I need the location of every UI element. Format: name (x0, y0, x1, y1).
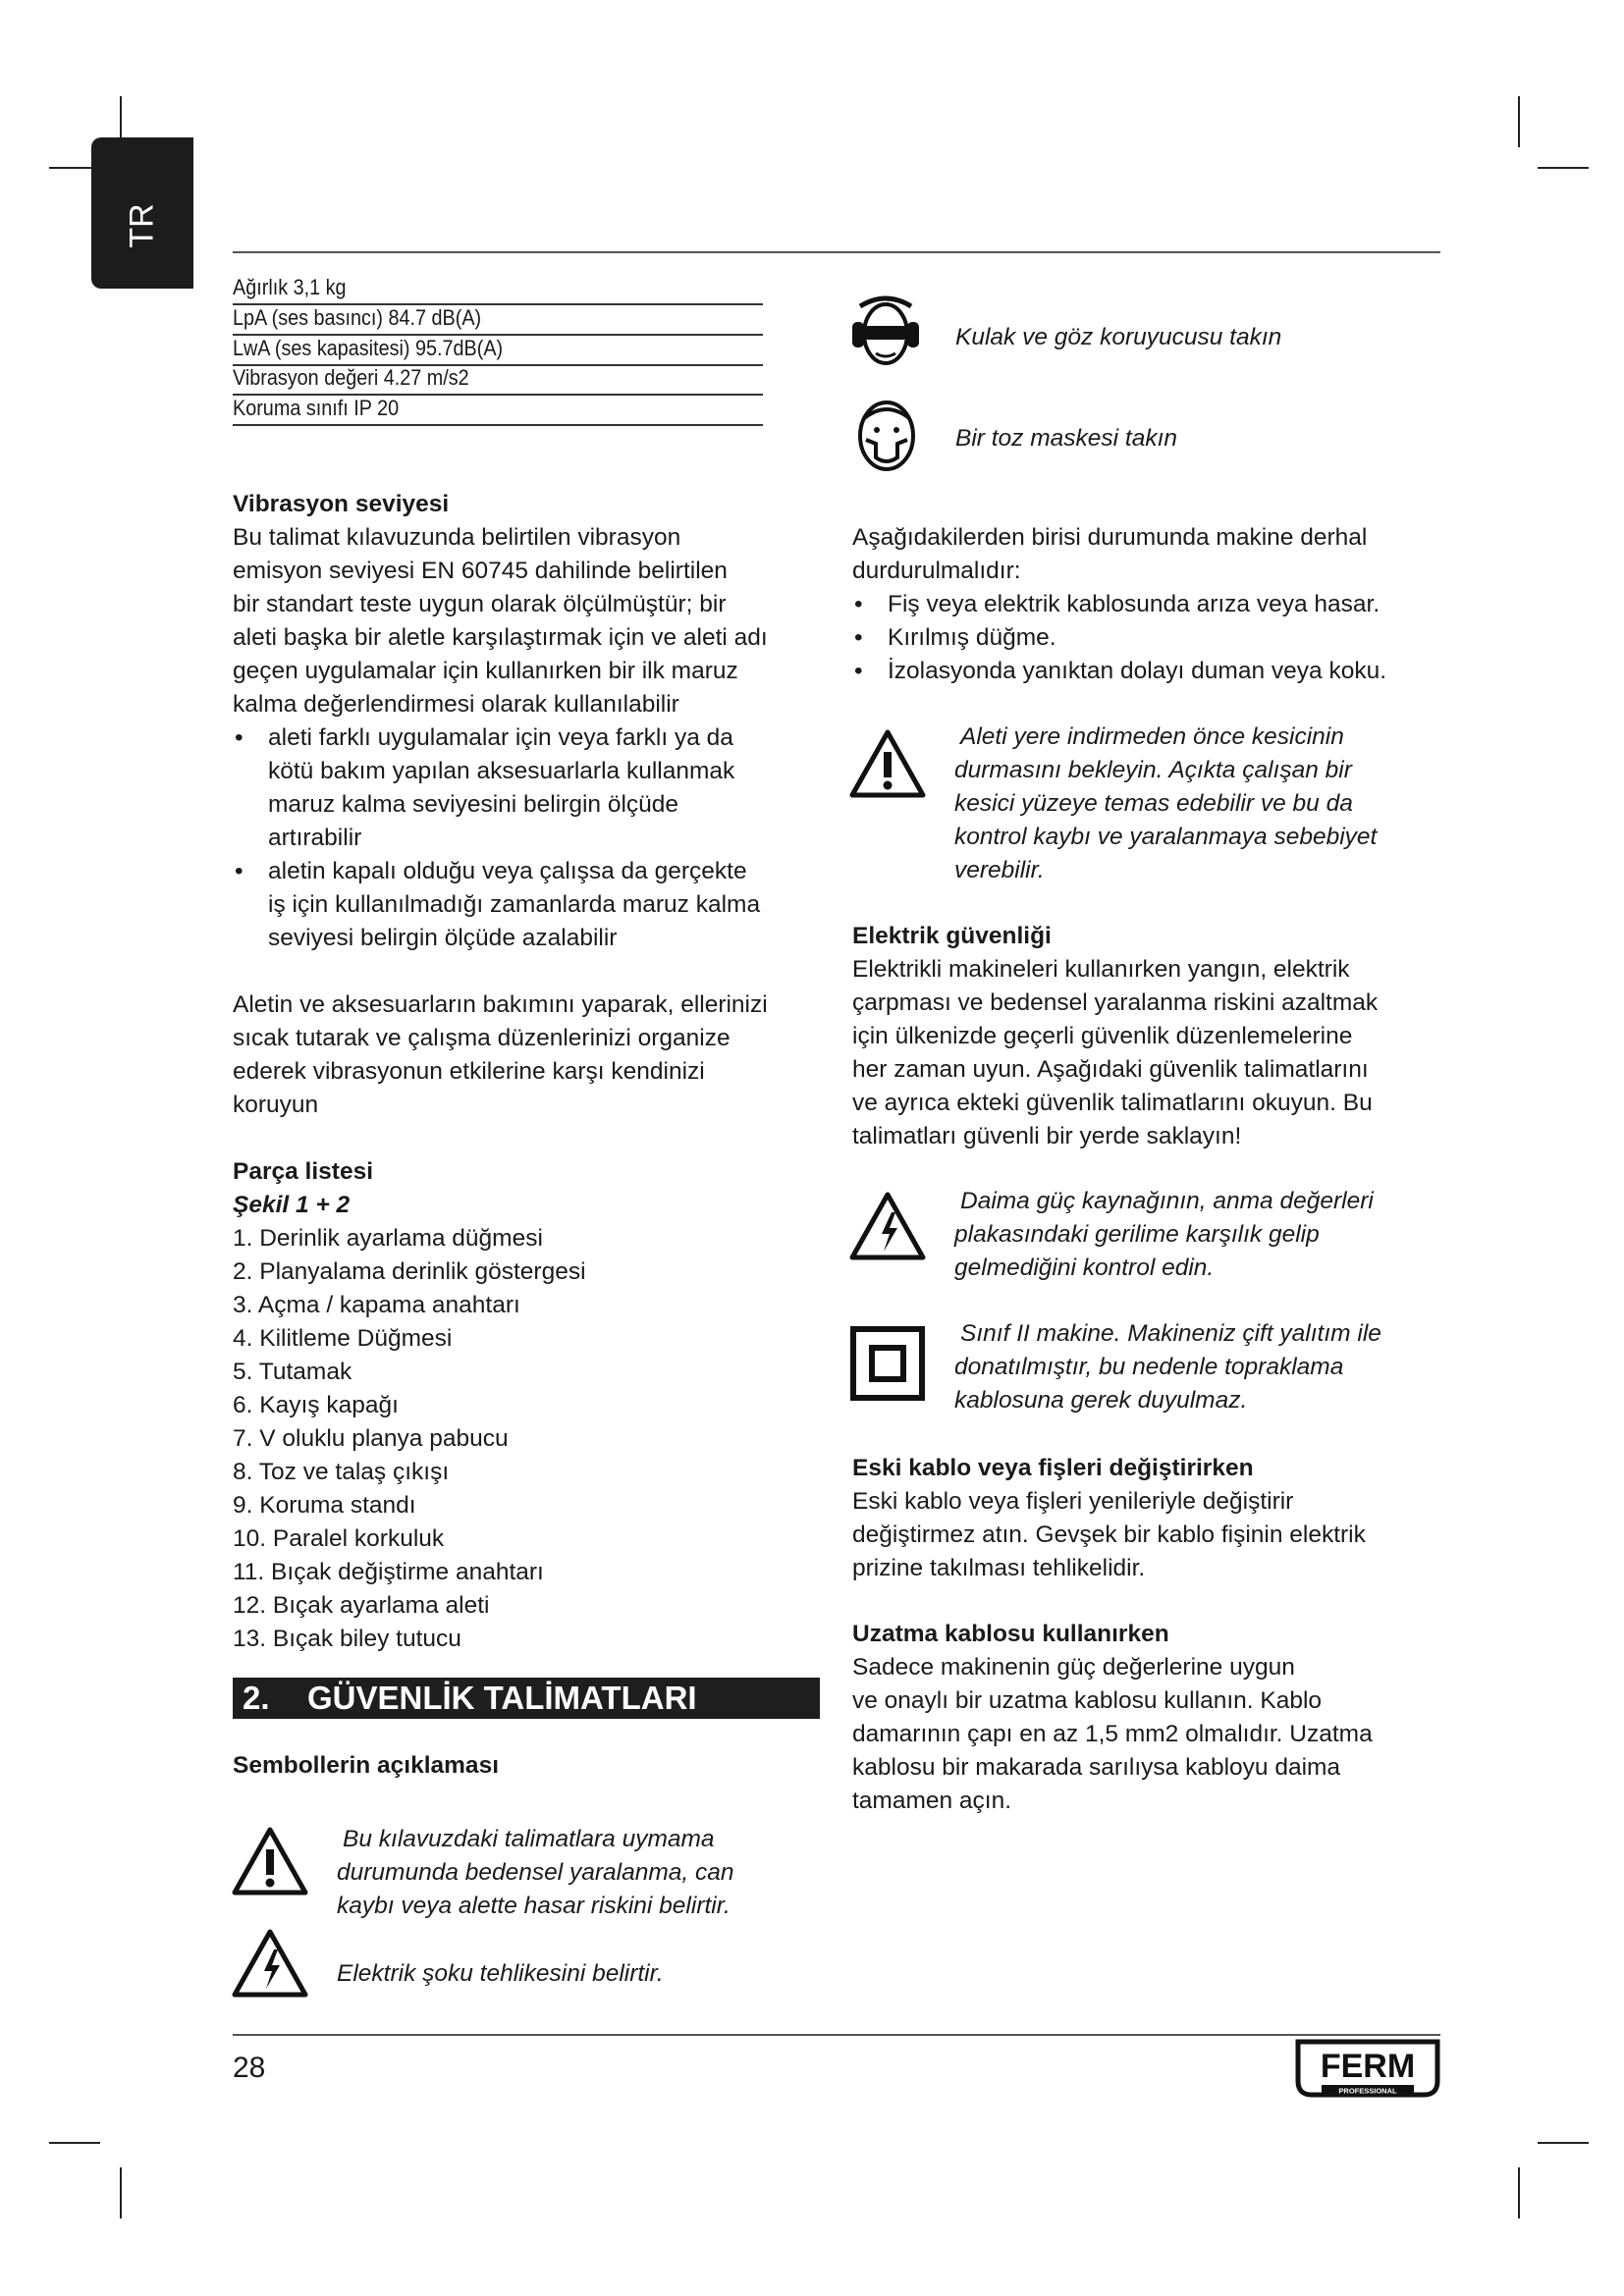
protect-line: ederek vibrasyonun etkilerine karşı kendinizi (233, 1058, 705, 1085)
voltage-warning-icon (848, 1191, 927, 1261)
list-item: 10. Paralel korkuluk (233, 1525, 445, 1552)
extension-heading: Uzatma kablosu kullanırken (852, 1621, 1169, 1647)
list-item: 8. Toz ve talaş çıkışı (233, 1459, 450, 1485)
cables-line: prizine takılması tehlikelidir. (852, 1555, 1146, 1581)
parts-heading: Parça listesi (233, 1158, 374, 1185)
spec-vibration: Vibrasyon değeri 4.27 m/s2 (233, 365, 763, 396)
left-column (233, 488, 822, 1656)
symbols-heading: Sembollerin açıklaması (233, 1752, 499, 1779)
protect-line: koruyun (233, 1092, 319, 1118)
logo-wordmark: FERM (1320, 2048, 1416, 2085)
extension-line: kablosu bir makarada sarılıysa kabloyu daima (852, 1754, 1341, 1781)
extension-line: damarının çapı en az 1,5 mm2 olmalıdır. Uzatma (852, 1721, 1373, 1747)
list-item: 7. V oluklu planya pabucu (233, 1425, 509, 1452)
vibration-line: geçen uygulamalar için kullanırken bir ilk maruz (233, 658, 738, 684)
electric-line: için ülkenizde geçerli güvenlik düzenlemelerine (852, 1023, 1353, 1049)
spec-weight: Ağırlık 3,1 kg (233, 275, 763, 305)
electric-shock-text: Elektrik şoku tehlikesini belirtir. (337, 1960, 664, 1987)
parts-figure-ref: Şekil 1 + 2 (233, 1192, 351, 1218)
list-item: • İzolasyonda yanıktan dolayı duman veya koku. (852, 655, 1461, 688)
dust-mask-text: Bir toz maskesi takın (955, 425, 1178, 452)
language-tab (91, 137, 193, 289)
protect-line: Aletin ve aksesuarların bakımını yaparak, ellerinizi (233, 991, 768, 1018)
list-item: 9. Koruma standı (233, 1492, 416, 1519)
top-rule (233, 251, 1440, 253)
ferm-logo (1294, 2038, 1441, 2101)
electric-heading: Elektrik güvenliği (852, 923, 1052, 949)
list-item: 13. Bıçak biley tutucu (233, 1626, 461, 1652)
dust-mask-icon (854, 397, 919, 477)
vibration-bullets (233, 721, 822, 955)
parts-list (233, 1222, 822, 1656)
spec-sound-power: LwA (ses kapasitesi) 95.7dB(A) (233, 336, 763, 366)
electric-shock-icon (231, 1928, 309, 1999)
protect-line: sıcak tutarak ve çalışma düzenlerinizi organize (233, 1025, 731, 1051)
crop-mark (49, 2142, 100, 2144)
electric-line: çarpması ve bedensel yaralanma riskini azaltmak (852, 989, 1379, 1016)
list-item: • Kırılmış düğme. (852, 621, 1461, 655)
voltage-text: Daima güç kaynağının, anma değerleri plakasındaki gerilime karşılık gelip gelmediğini kontrol edin. (954, 1188, 1374, 1281)
extension-line: tamamen açın. (852, 1788, 1012, 1814)
logo-subtitle: PROFESSIONAL (1338, 2086, 1397, 2096)
vibration-heading: Vibrasyon seviyesi (233, 491, 450, 517)
list-item: 1. Derinlik ayarlama düğmesi (233, 1225, 543, 1252)
cables-line: Eski kablo veya fişleri yenileriyle değiştirir (852, 1488, 1294, 1515)
vibration-line: aleti başka bir aletle karşılaştırmak için ve aleti adı (233, 624, 768, 651)
electric-line: talimatları güvenli bir yerde saklayın! (852, 1123, 1242, 1149)
crop-mark (1538, 167, 1589, 169)
list-item: 5. Tutamak (233, 1359, 352, 1385)
electric-section (852, 920, 1461, 1153)
page-number: 28 (233, 2052, 266, 2084)
cables-heading: Eski kablo veya fişleri değiştirirken (852, 1455, 1254, 1481)
warning-text: Bu kılavuzdaki talimatlara uymama durumunda bedensel yaralanma, can kaybı veya alette hasar riskini belirtir. (337, 1826, 734, 1919)
stop-line: Aşağıdakilerden birisi durumunda makine derhal (852, 524, 1368, 551)
section-number: 2. (243, 1680, 270, 1716)
spec-protection-class: Koruma sınıfı IP 20 (233, 396, 763, 426)
vibration-line: emisyon seviyesi EN 60745 dahilinde belirtilen (233, 558, 728, 584)
list-item: 6. Kayış kapağı (233, 1392, 399, 1418)
list-item: • aleti farklı uygulamalar için veya farklı ya da kötü bakım yapılan aksesuarlarla kullanmak maruz kalma seviyesini belirgin ölçüde artırabilir (233, 721, 822, 855)
list-item: • aletin kapalı olduğu veya çalışsa da gerçekte iş için kullanılmadığı zamanlarda maruz kalma seviyesi belirgin ölçüde azalabilir (233, 855, 822, 955)
list-item: 11. Bıçak değiştirme anahtarı (233, 1559, 544, 1585)
list-item: 4. Kilitleme Düğmesi (233, 1325, 453, 1352)
spec-sound-pressure: LpA (ses basıncı) 84.7 dB(A) (233, 305, 763, 336)
vibration-line: kalma değerlendirmesi olarak kullanılabilir (233, 691, 679, 718)
crop-mark (1538, 2142, 1589, 2144)
warning-triangle-icon (848, 728, 927, 799)
section-title-text: GÜVENLİK TALİMATLARI (307, 1680, 697, 1716)
electric-line: ve ayrıca ekteki güvenlik talimatlarını okuyun. Bu (852, 1090, 1373, 1116)
right-column-stop (852, 521, 1461, 688)
class-ii-text: Sınıf II makine. Makineniz çift yalıtım ile donatılmıştır, bu nedenle topraklama kablosuna gerek duyulmaz. (954, 1320, 1381, 1414)
crop-mark (1518, 96, 1520, 147)
crop-mark (120, 2167, 122, 2218)
warning-triangle-icon (231, 1826, 309, 1896)
extension-line: ve onaylı bir uzatma kablosu kullanın. Kablo (852, 1687, 1323, 1714)
extension-line: Sadece makinenin güç değerlerine uygun (852, 1654, 1295, 1681)
extension-section (852, 1618, 1461, 1818)
cables-line: değiştirmez atın. Gevşek bir kablo fişinin elektrik (852, 1522, 1366, 1548)
electric-line: Elektrikli makineleri kullanırken yangın, elektrik (852, 956, 1350, 983)
list-item: 12. Bıçak ayarlama aleti (233, 1592, 490, 1619)
ear-eye-protection-icon (850, 294, 921, 373)
vibration-line: Bu talimat kılavuzunda belirtilen vibrasyon (233, 524, 681, 551)
blade-warning-text: Aleti yere indirmeden önce kesicinin durmasını bekleyin. Açıkta çalışan bir kesici yüzeye temas edebilir ve bu da kontrol kaybı ve yaralanmaya sebebiyet verebilir. (954, 723, 1378, 883)
crop-mark (1518, 2167, 1520, 2218)
list-item: • Fiş veya elektrik kablosunda arıza veya hasar. (852, 588, 1461, 621)
stop-bullets (852, 588, 1461, 688)
ear-eye-protection-text: Kulak ve göz koruyucusu takın (955, 324, 1282, 350)
list-item: 2. Planyalama derinlik göstergesi (233, 1258, 586, 1285)
electric-line: her zaman uyun. Aşağıdaki güvenlik talimatlarını (852, 1056, 1369, 1083)
cables-section (852, 1452, 1461, 1585)
language-tab-label: TR (123, 203, 161, 248)
vibration-line: bir standart teste uygun olarak ölçülmüştür; bir (233, 591, 727, 617)
stop-line: durdurulmalıdır: (852, 558, 1021, 584)
list-item: 3. Açma / kapama anahtarı (233, 1292, 520, 1318)
class-ii-double-square-icon (850, 1326, 925, 1401)
section-title (233, 1678, 820, 1719)
footer-rule (233, 2034, 1440, 2036)
